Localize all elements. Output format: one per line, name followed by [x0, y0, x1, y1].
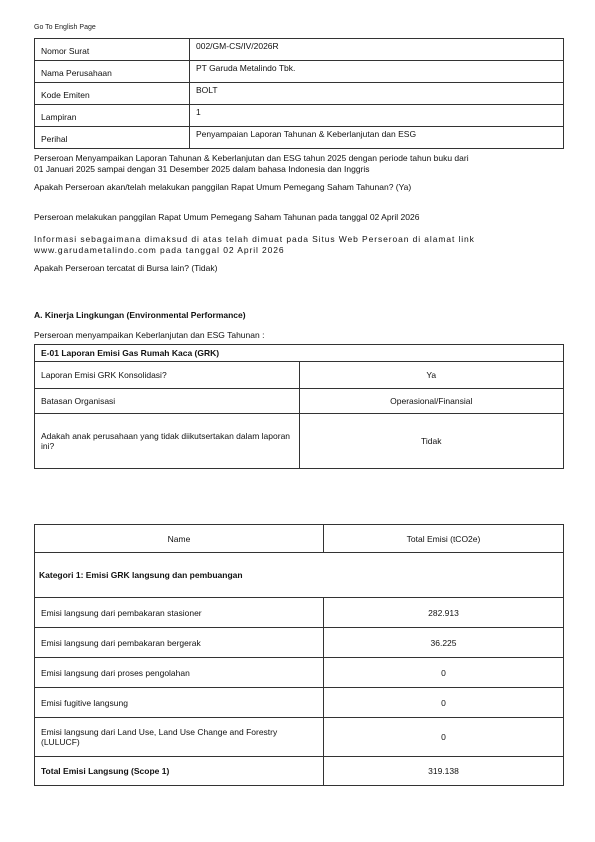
- emission-value: 282.913: [324, 598, 564, 628]
- table-row: [35, 598, 564, 628]
- nomor-surat-label: Nomor Surat: [35, 39, 190, 61]
- lampiran-value: 1: [190, 105, 564, 127]
- table-header-row: [35, 525, 564, 553]
- table-header-row: [35, 345, 564, 362]
- english-page-link[interactable]: Go To English Page: [34, 24, 96, 31]
- lampiran-label: Lampiran: [35, 105, 190, 127]
- report-statement-line1: Perseroan Menyampaikan Laporan Tahunan & Keberlanjutan dan ESG tahun 2025 dengan periode tahun buku dari: [34, 153, 469, 163]
- perihal-label: Perihal: [35, 127, 190, 149]
- perihal-value: Penyampaian Laporan Tahunan & Keberlanjutan dan ESG: [190, 127, 564, 149]
- rups-question: Apakah Perseroan akan/telah melakukan panggilan Rapat Umum Pemegang Saham Tahunan? (Ya): [34, 182, 412, 192]
- emission-table: [34, 524, 564, 786]
- question-cell: Adakah anak perusahaan yang tidak diikutsertakan dalam laporan ini?: [35, 414, 300, 469]
- answer-cell: Ya: [299, 362, 564, 389]
- answer-cell: Tidak: [299, 414, 564, 469]
- table-row: [35, 61, 564, 83]
- table-row: [35, 105, 564, 127]
- table-row: [35, 362, 564, 389]
- website-info: [34, 234, 475, 256]
- column-header-total: Total Emisi (tCO2e): [324, 525, 564, 553]
- emission-name: Emisi langsung dari pembakaran stasioner: [35, 598, 324, 628]
- total-label: Total Emisi Langsung (Scope 1): [35, 757, 324, 786]
- question-cell: Batasan Organisasi: [35, 389, 300, 414]
- rups-date-statement: Perseroan melakukan panggilan Rapat Umum Pemegang Saham Tahunan pada tanggal 02 April 2026: [34, 212, 420, 222]
- kode-emiten-label: Kode Emiten: [35, 83, 190, 105]
- report-statement-line2: 01 Januari 2025 sampai dengan 31 Desember 2025 dalam bahasa Indonesia dan Inggris: [34, 164, 370, 174]
- answer-cell: Operasional/Finansial: [299, 389, 564, 414]
- section-title: A. Kinerja Lingkungan (Environmental Performance): [34, 310, 246, 320]
- category-label: Kategori 1: Emisi GRK langsung dan pembuangan: [35, 553, 564, 598]
- total-value: 319.138: [324, 757, 564, 786]
- emission-name: Emisi langsung dari proses pengolahan: [35, 658, 324, 688]
- emission-value: 0: [324, 718, 564, 757]
- table-row: [35, 688, 564, 718]
- report-statement: [34, 153, 469, 175]
- column-header-name: Name: [35, 525, 324, 553]
- emission-value: 0: [324, 688, 564, 718]
- table-row: [35, 127, 564, 149]
- table-row: [35, 83, 564, 105]
- other-exchange-question: Apakah Perseroan tercatat di Bursa lain? (Tidak): [34, 263, 218, 273]
- category-row: [35, 553, 564, 598]
- question-cell: Laporan Emisi GRK Konsolidasi?: [35, 362, 300, 389]
- total-row: [35, 757, 564, 786]
- section-intro: Perseroan menyampaikan Keberlanjutan dan ESG Tahunan :: [34, 330, 265, 340]
- table-row: [35, 718, 564, 757]
- emission-name: Emisi fugitive langsung: [35, 688, 324, 718]
- table-row: [35, 414, 564, 469]
- website-info-line1: Informasi sebagaimana dimaksud di atas telah dimuat pada Situs Web Perseroan di alamat link: [34, 234, 475, 244]
- kode-emiten-value: BOLT: [190, 83, 564, 105]
- letter-info-table: [34, 38, 564, 149]
- emission-name: Emisi langsung dari Land Use, Land Use Change and Forestry (LULUCF): [35, 718, 324, 757]
- website-info-line2: www.garudametalindo.com pada tanggal 02 April 2026: [34, 245, 285, 255]
- table-row: [35, 389, 564, 414]
- ghg-table-title: E-01 Laporan Emisi Gas Rumah Kaca (GRK): [35, 345, 564, 362]
- emission-value: 0: [324, 658, 564, 688]
- ghg-report-table: [34, 344, 564, 469]
- table-row: [35, 39, 564, 61]
- table-row: [35, 628, 564, 658]
- emission-value: 36.225: [324, 628, 564, 658]
- emission-name: Emisi langsung dari pembakaran bergerak: [35, 628, 324, 658]
- nomor-surat-value: 002/GM-CS/IV/2026R: [190, 39, 564, 61]
- nama-perusahaan-label: Nama Perusahaan: [35, 61, 190, 83]
- table-row: [35, 658, 564, 688]
- nama-perusahaan-value: PT Garuda Metalindo Tbk.: [190, 61, 564, 83]
